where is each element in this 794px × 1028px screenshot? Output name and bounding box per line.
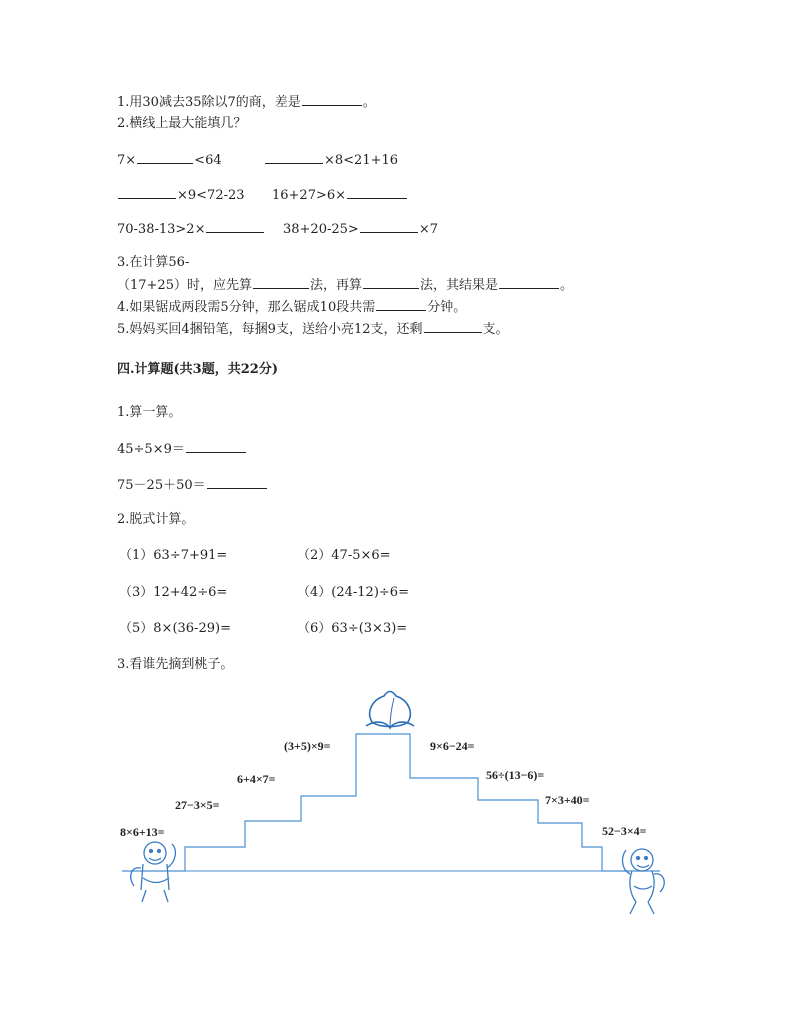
item-expression: 63÷7+91= — [153, 548, 228, 563]
calc-1-e2: 75－25＋50＝ — [117, 478, 206, 493]
question-3-line1: 3.在计算56- — [117, 255, 190, 270]
answer-blank[interactable] — [253, 276, 309, 289]
q5-text: 5.妈妈买回4捆铅笔，每捆9支，送给小亮12支，还剩 — [117, 322, 423, 337]
q2-row-2-left — [117, 186, 245, 205]
q2-row-1-left — [117, 151, 222, 170]
answer-blank[interactable] — [118, 186, 176, 199]
answer-blank[interactable] — [302, 93, 362, 106]
calc-2-item-2 — [297, 547, 391, 565]
item-number: （2） — [297, 548, 332, 563]
answer-blank[interactable] — [499, 276, 559, 289]
calc-1-title: 1.算一算。 — [117, 405, 182, 420]
calc-2-item-5 — [119, 620, 231, 638]
calc-1-expression-2 — [117, 476, 268, 495]
right-step-3: 7×3+40= — [545, 793, 590, 807]
calc-3-title: 3.看谁先摘到桃子。 — [117, 657, 234, 672]
item-number: （4） — [297, 585, 332, 600]
section-4-title: 四.计算题(共3题，共22分) — [117, 362, 278, 377]
left-step-2: 27−3×5= — [175, 798, 220, 812]
q2-row3-right-text: 38+20-25> — [283, 222, 359, 237]
q2-row1-suffix: <64 — [194, 153, 222, 168]
item-number: （3） — [119, 585, 154, 600]
question-2: 2.横线上最大能填几？ — [117, 116, 247, 131]
item-expression: 12+42÷6= — [153, 585, 228, 600]
item-expression: 63÷(3×3)= — [331, 621, 408, 636]
peach-staircase-diagram — [0, 688, 794, 948]
calc-1-expression-1 — [117, 440, 247, 459]
answer-blank[interactable] — [186, 440, 246, 453]
item-number: （5） — [119, 621, 154, 636]
q4-end: 分钟。 — [427, 300, 467, 315]
q3-part4: 。 — [560, 278, 574, 293]
q4-text: 4.如果锯成两段需5分钟，那么锯成10段共需 — [117, 300, 376, 315]
question-3-line2 — [117, 276, 573, 295]
q2-row-3-right — [283, 220, 438, 239]
answer-blank[interactable] — [347, 186, 407, 199]
answer-blank[interactable] — [376, 298, 426, 311]
calc-1-e1: 45÷5×9＝ — [117, 442, 185, 457]
q3-part1: （17+25）时，应先算 — [117, 278, 252, 293]
answer-blank[interactable] — [265, 151, 323, 164]
answer-blank[interactable] — [424, 320, 482, 333]
q3-part3: 法，其结果是 — [420, 278, 499, 293]
calc-2-item-6 — [297, 620, 407, 638]
question-1 — [117, 93, 376, 112]
q2-row-1-right — [264, 151, 398, 170]
question-5 — [117, 320, 509, 339]
right-step-1: 9×6−24= — [430, 739, 475, 753]
item-expression: 47-5×6= — [331, 548, 391, 563]
calc-2-item-4 — [297, 584, 409, 602]
item-expression: 8×(36-29)= — [153, 621, 231, 636]
question-1-end: 。 — [362, 95, 376, 110]
answer-blank[interactable] — [363, 276, 419, 289]
left-step-1: 8×6+13= — [120, 825, 165, 839]
q2-row1-right-text: ×8<21+16 — [324, 153, 399, 168]
item-number: （6） — [297, 621, 332, 636]
q2-row-2-right — [272, 186, 408, 205]
left-step-3: 6+4×7= — [237, 772, 276, 786]
q2-row3-left-text: 70-38-13>2× — [117, 222, 206, 237]
q5-end: 支。 — [482, 322, 509, 337]
peach-icon — [366, 692, 414, 729]
monkey-right-icon — [623, 849, 665, 914]
left-step-4: (3+5)×9= — [284, 739, 331, 753]
calc-2-title: 2.脱式计算。 — [117, 512, 195, 527]
q2-row-3-left — [117, 220, 265, 239]
question-1-text: 1.用30减去35除以7的商，差是 — [117, 95, 301, 110]
answer-blank[interactable] — [360, 220, 418, 233]
q2-row2-left-text: ×9<72-23 — [177, 188, 245, 203]
right-step-4: 52−3×4= — [602, 824, 647, 838]
question-4 — [117, 298, 466, 317]
q2-row2-right-text: 16+27>6× — [272, 188, 347, 203]
right-step-2: 56÷(13−6)= — [486, 768, 545, 782]
q2-row1-prefix: 7× — [117, 153, 137, 168]
item-expression: (24-12)÷6= — [331, 585, 409, 600]
answer-blank[interactable] — [137, 151, 193, 164]
monkey-left-icon — [131, 842, 176, 902]
item-number: （1） — [119, 548, 154, 563]
q2-row3-right-suffix: ×7 — [418, 222, 438, 237]
calc-2-item-3 — [119, 584, 227, 602]
answer-blank[interactable] — [207, 476, 267, 489]
answer-blank[interactable] — [206, 220, 264, 233]
calc-2-item-1 — [119, 547, 227, 565]
q3-part2: 法，再算 — [309, 278, 362, 293]
